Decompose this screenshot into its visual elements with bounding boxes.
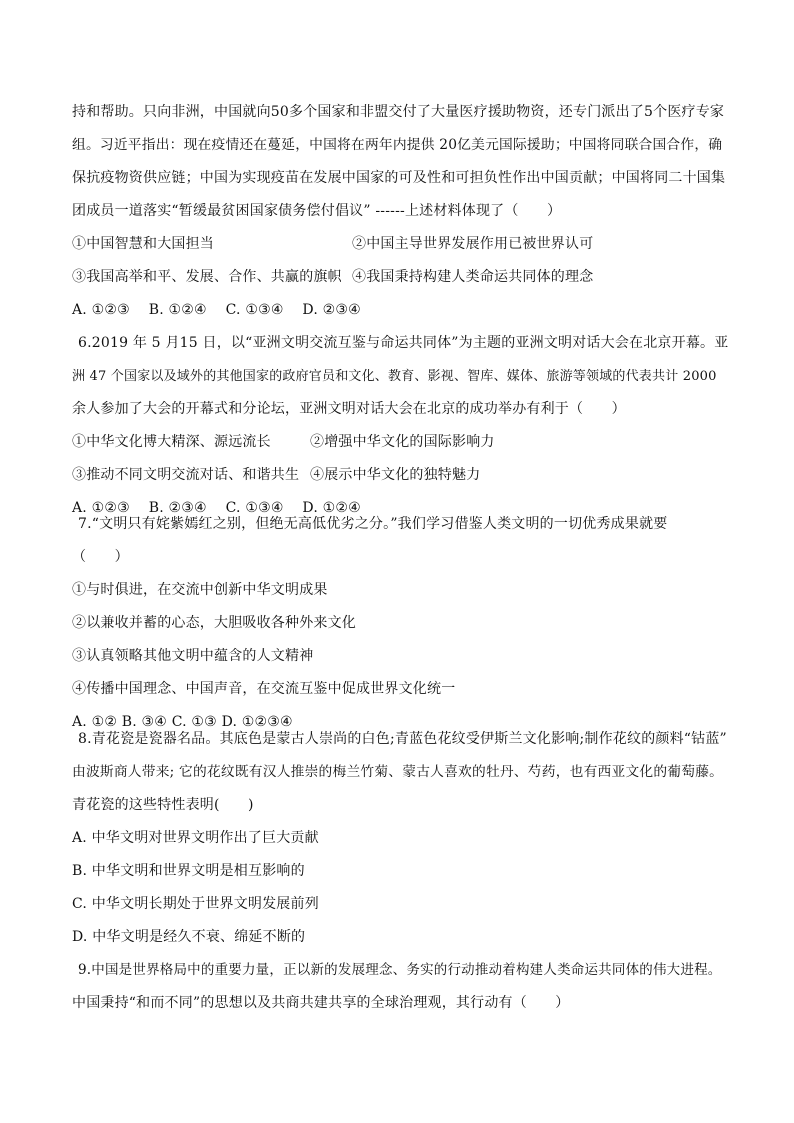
- q5-item-3: ③我国高举和平、发展、合作、共赢的旗帜: [72, 269, 342, 285]
- q6-items-row: [72, 426, 728, 459]
- q7-stem-line: （ ）: [72, 549, 129, 565]
- q5-stem-line: 组。习近平指出：现在疫情还在蔓延，中国将在两年内提供 20亿美元国际援助；中国将同联合国合作，确: [72, 137, 723, 153]
- q5-item-2: ②中国主导世界发展作用已被世界认可: [352, 236, 594, 252]
- q8-stem-line: 青花瓷的这些特性表明( ): [72, 797, 254, 813]
- q8-option-d: D. 中华文明是经久不衰、绵延不断的: [72, 929, 306, 945]
- q6-choices: A. ①②③ B. ②③④ C. ①③④ D. ①②④: [72, 500, 361, 516]
- q6-item-2: ②增强中华文化的国际影响力: [310, 434, 495, 450]
- q8-stem-line: 8.青花瓷是瓷器名品。其底色是蒙古人崇尚的白色;青蓝色花纹受伊斯兰文化影响;制作花纹的颜料“钴蓝”: [78, 731, 727, 747]
- question-7: [72, 508, 728, 739]
- q5-stem-line: 保抗疫物资供应链；中国为实现疫苗在发展中国家的可及性和可担负性作出中国贡献；中国将同二十国集: [72, 170, 726, 186]
- q5-items-row: [72, 261, 728, 294]
- question-6: [72, 327, 728, 525]
- q6-stem-line: 洲 47 个国家以及域外的其他国家的政府官员和文化、教育、影视、智库、媒体、旅游等领域的代表共计 2000: [72, 369, 717, 384]
- q5-stem-line: 团成员一道落实“暂缓最贫困国家债务偿付倡议” ------上述材料体现了（ ）: [72, 203, 562, 219]
- q7-item: ①与时俱进，在交流中创新中华文明成果: [72, 582, 328, 598]
- q6-stem-line: 余人参加了大会的开幕式和分论坛，亚洲文明对话大会在北京的成功举办有利于（ ）: [72, 401, 626, 417]
- q7-choices: A. ①② B. ③④ C. ①③ D. ①②③④: [72, 714, 293, 730]
- q7-item: ②以兼收并蓄的心态，大胆吸收各种外来文化: [72, 615, 356, 631]
- q8-option-b: B. 中华文明和世界文明是相互影响的: [72, 863, 305, 879]
- q7-item: ③认真领略其他文明中蕴含的人文精神: [72, 648, 314, 664]
- q6-items-row: [72, 459, 728, 492]
- q5-item-4: ④我国秉持构建人类命运共同体的理念: [352, 269, 594, 285]
- q5-items-row: [72, 228, 728, 261]
- q6-item-3: ③推动不同文明交流对话、和谐共生: [72, 467, 300, 483]
- q5-item-1: ①中国智慧和大国担当: [72, 236, 214, 252]
- q9-stem-line: 中国秉持“和而不同”的思想以及共商共建共享的全球治理观，其行动有（ ）: [72, 995, 570, 1011]
- q5-stem-line: 持和帮助。只向非洲，中国就向50多个国家和非盟交付了大量医疗援助物资，还专门派出了5个医疗专家: [72, 104, 725, 120]
- q5-choices: A. ①②③ B. ①②④ C. ①③④ D. ②③④: [72, 302, 361, 318]
- q8-option-a: A. 中华文明对世界文明作出了巨大贡献: [72, 830, 319, 846]
- q8-stem-line: 由波斯商人带来; 它的花纹既有汉人推崇的梅兰竹菊、蒙古人喜欢的牡丹、芍药，也有西亚文化的葡萄藤。: [72, 764, 724, 780]
- q6-stem-line: 6.2019 年 5 月15 日，以“亚洲文明交流互鉴与命运共同体”为主题的亚洲文明对话大会在北京开幕。亚: [78, 335, 729, 351]
- question-8: [72, 723, 728, 954]
- q6-item-1: ①中华文化博大精深、源远流长: [72, 434, 271, 450]
- q6-item-4: ④展示中华文化的独特魅力: [310, 467, 481, 483]
- question-5-tail: [72, 96, 728, 327]
- q9-stem-line: 9.中国是世界格局中的重要力量，正以新的发展理念、务实的行动推动着构建人类命运共同体的伟大进程。: [78, 962, 722, 978]
- q7-stem-line: 7.“文明只有姹紫嫣红之别，但绝无高低优劣之分。”我们学习借鉴人类文明的一切优秀成果就要: [78, 516, 668, 532]
- q8-option-c: C. 中华文明长期处于世界文明发展前列: [72, 896, 319, 912]
- question-9: [72, 954, 728, 1020]
- q7-item: ④传播中国理念、中国声音，在交流互鉴中促成世界文化统一: [72, 681, 456, 697]
